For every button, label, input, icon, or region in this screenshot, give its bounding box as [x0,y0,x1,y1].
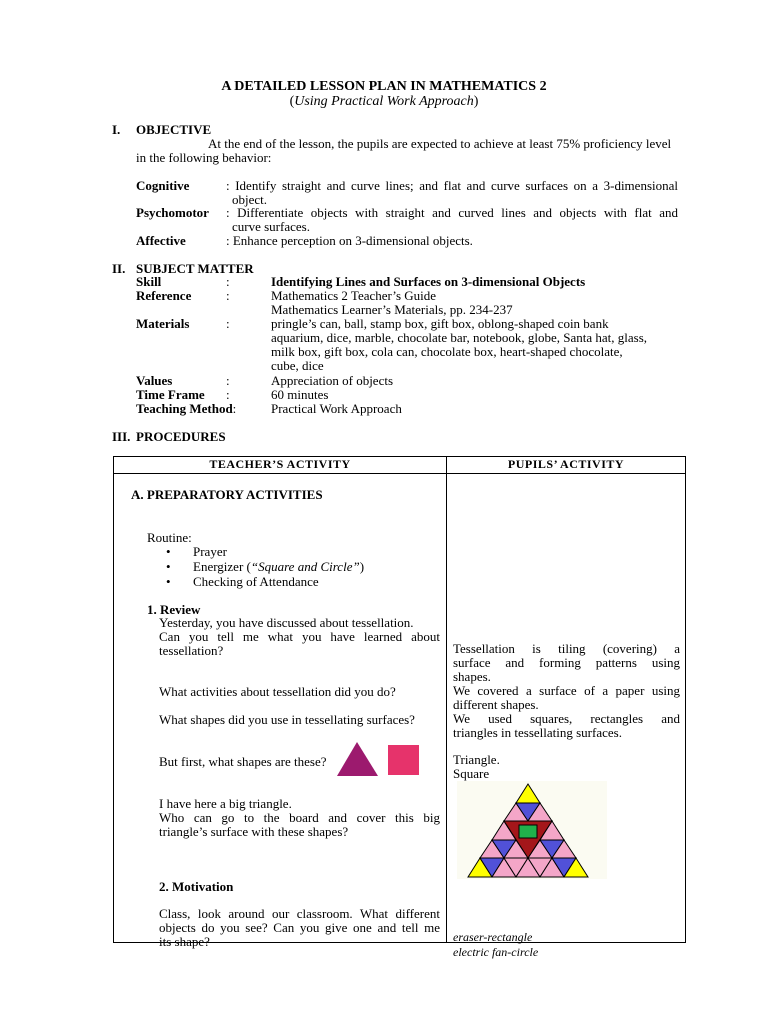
big-triangle-line3: triangle’s surface with these shapes? [159,824,349,839]
answer-activities-line1: We covered a surface of a paper using [453,683,680,698]
affective-label: Affective [136,233,186,248]
purple-triangle-icon [337,742,378,776]
routine-list [166,544,364,589]
psychomotor-line2: curve surfaces. [232,219,310,234]
cognitive-line2: object. [232,192,268,207]
materials-line2: aquarium, dice, marble, chocolate bar, notebook, globe, Santa hat, glass, [271,330,647,345]
pupils-activity-cell [447,474,686,959]
answer-eraser: eraser-rectangle [453,930,533,944]
procedures-table [113,456,686,959]
answer-tessellation-line2: surface and forming patterns using [453,655,680,670]
reference-colon: : [226,288,230,303]
skill-colon: : [226,274,230,289]
question-shapes: What shapes did you use in tessellating surfaces? [159,712,415,727]
answer-shapes-line1: We used squares, rectangles and [453,711,680,726]
affective-line1: : Enhance perception on 3-dimensional objects. [226,233,473,248]
materials-line1: pringle’s can, ball, stamp box, gift box, oblong-shaped coin bank [271,316,609,331]
pink-square-icon [388,745,419,775]
big-triangle-line2: Who can go to the board and cover this big [159,810,440,825]
routine-item: • Energizer (“Square and Circle”) [166,559,364,574]
procedures-heading: PROCEDURES [136,429,226,444]
answer-tessellation-line3: shapes. [453,669,491,684]
review-line1: Yesterday, you have discussed about tessellation. [159,615,414,630]
answer-tessellation-line1: Tessellation is tiling (covering) a [453,641,680,656]
values-value: Appreciation of objects [271,373,394,388]
answer-activities-line2: different shapes. [453,697,539,712]
objective-intro-line1: At the end of the lesson, the pupils are expected to achieve at least 75% proficiency level [208,136,672,151]
method-value: Practical Work Approach [271,401,402,416]
teacher-activity-cell [114,474,447,949]
document-subtitle: (Using Practical Work Approach) [289,94,479,109]
shape-examples [336,741,422,777]
review-line2: Can you tell me what you have learned about [159,629,440,644]
materials-colon: : [226,316,230,331]
review-line3: tessellation? [159,643,224,658]
question-these-shapes: But first, what shapes are these? [159,754,327,769]
materials-line3: milk box, gift box, cola can, chocolate box, heart-shaped chocolate, [271,344,623,359]
time-value: 60 minutes [271,387,329,402]
motivation-line2: objects do you see? Can you give one and tell me [159,920,440,935]
motivation-line3: its shape? [159,934,210,949]
reference-label: Reference [136,288,192,303]
materials-line4: cube, dice [271,358,324,373]
subject-numeral: II. [112,261,126,276]
values-label: Values [136,373,173,388]
skill-value: Identifying Lines and Surfaces on 3-dimensional Objects [271,274,586,289]
procedures-numeral: III. [112,429,131,444]
objective-numeral: I. [112,122,121,137]
teacher-activity-header: TEACHER’S ACTIVITY [114,457,447,474]
big-triangle-line1: I have here a big triangle. [159,796,292,811]
answer-shapes-line2: triangles in tessellating surfaces. [453,725,622,740]
pupils-activity-header: PUPILS’ ACTIVITY [447,457,686,474]
reference-line2: Mathematics Learner’s Materials, pp. 234-237 [271,302,513,317]
routine-item: • Prayer [166,544,364,559]
review-heading: 1. Review [147,602,201,617]
materials-label: Materials [136,316,190,331]
method-row: Teaching Method: [136,401,237,416]
values-colon: : [226,373,230,388]
cognitive-label: Cognitive [136,178,190,193]
psychomotor-line1: : Differentiate objects with straight and curved lines and objects with flat and [226,205,678,220]
tessellated-triangle-image [457,781,607,879]
question-activities: What activities about tessellation did you do? [159,684,396,699]
skill-label: Skill [136,274,162,289]
preparatory-heading: A. PREPARATORY ACTIVITIES [131,487,323,502]
subject-heading: SUBJECT MATTER [136,261,254,276]
routine-item: • Checking of Attendance [166,574,364,589]
psychomotor-label: Psychomotor [136,205,209,220]
motivation-heading: 2. Motivation [159,879,234,894]
answer-triangle: Triangle. [453,752,500,767]
objective-intro-line2: in the following behavior: [136,150,272,165]
answer-fan: electric fan-circle [453,945,539,959]
reference-line1: Mathematics 2 Teacher’s Guide [271,288,437,303]
objective-heading: OBJECTIVE [136,122,212,137]
time-colon: : [226,387,230,402]
motivation-line1: Class, look around our classroom. What different [159,906,440,921]
routine-label: Routine: [147,530,192,545]
document-title: A DETAILED LESSON PLAN IN MATHEMATICS 2 [221,79,547,94]
time-label: Time Frame [136,387,205,402]
answer-square: Square [453,766,490,781]
cognitive-line1: : Identify straight and curve lines; and flat and curve surfaces on a 3-dimensional [226,178,678,193]
